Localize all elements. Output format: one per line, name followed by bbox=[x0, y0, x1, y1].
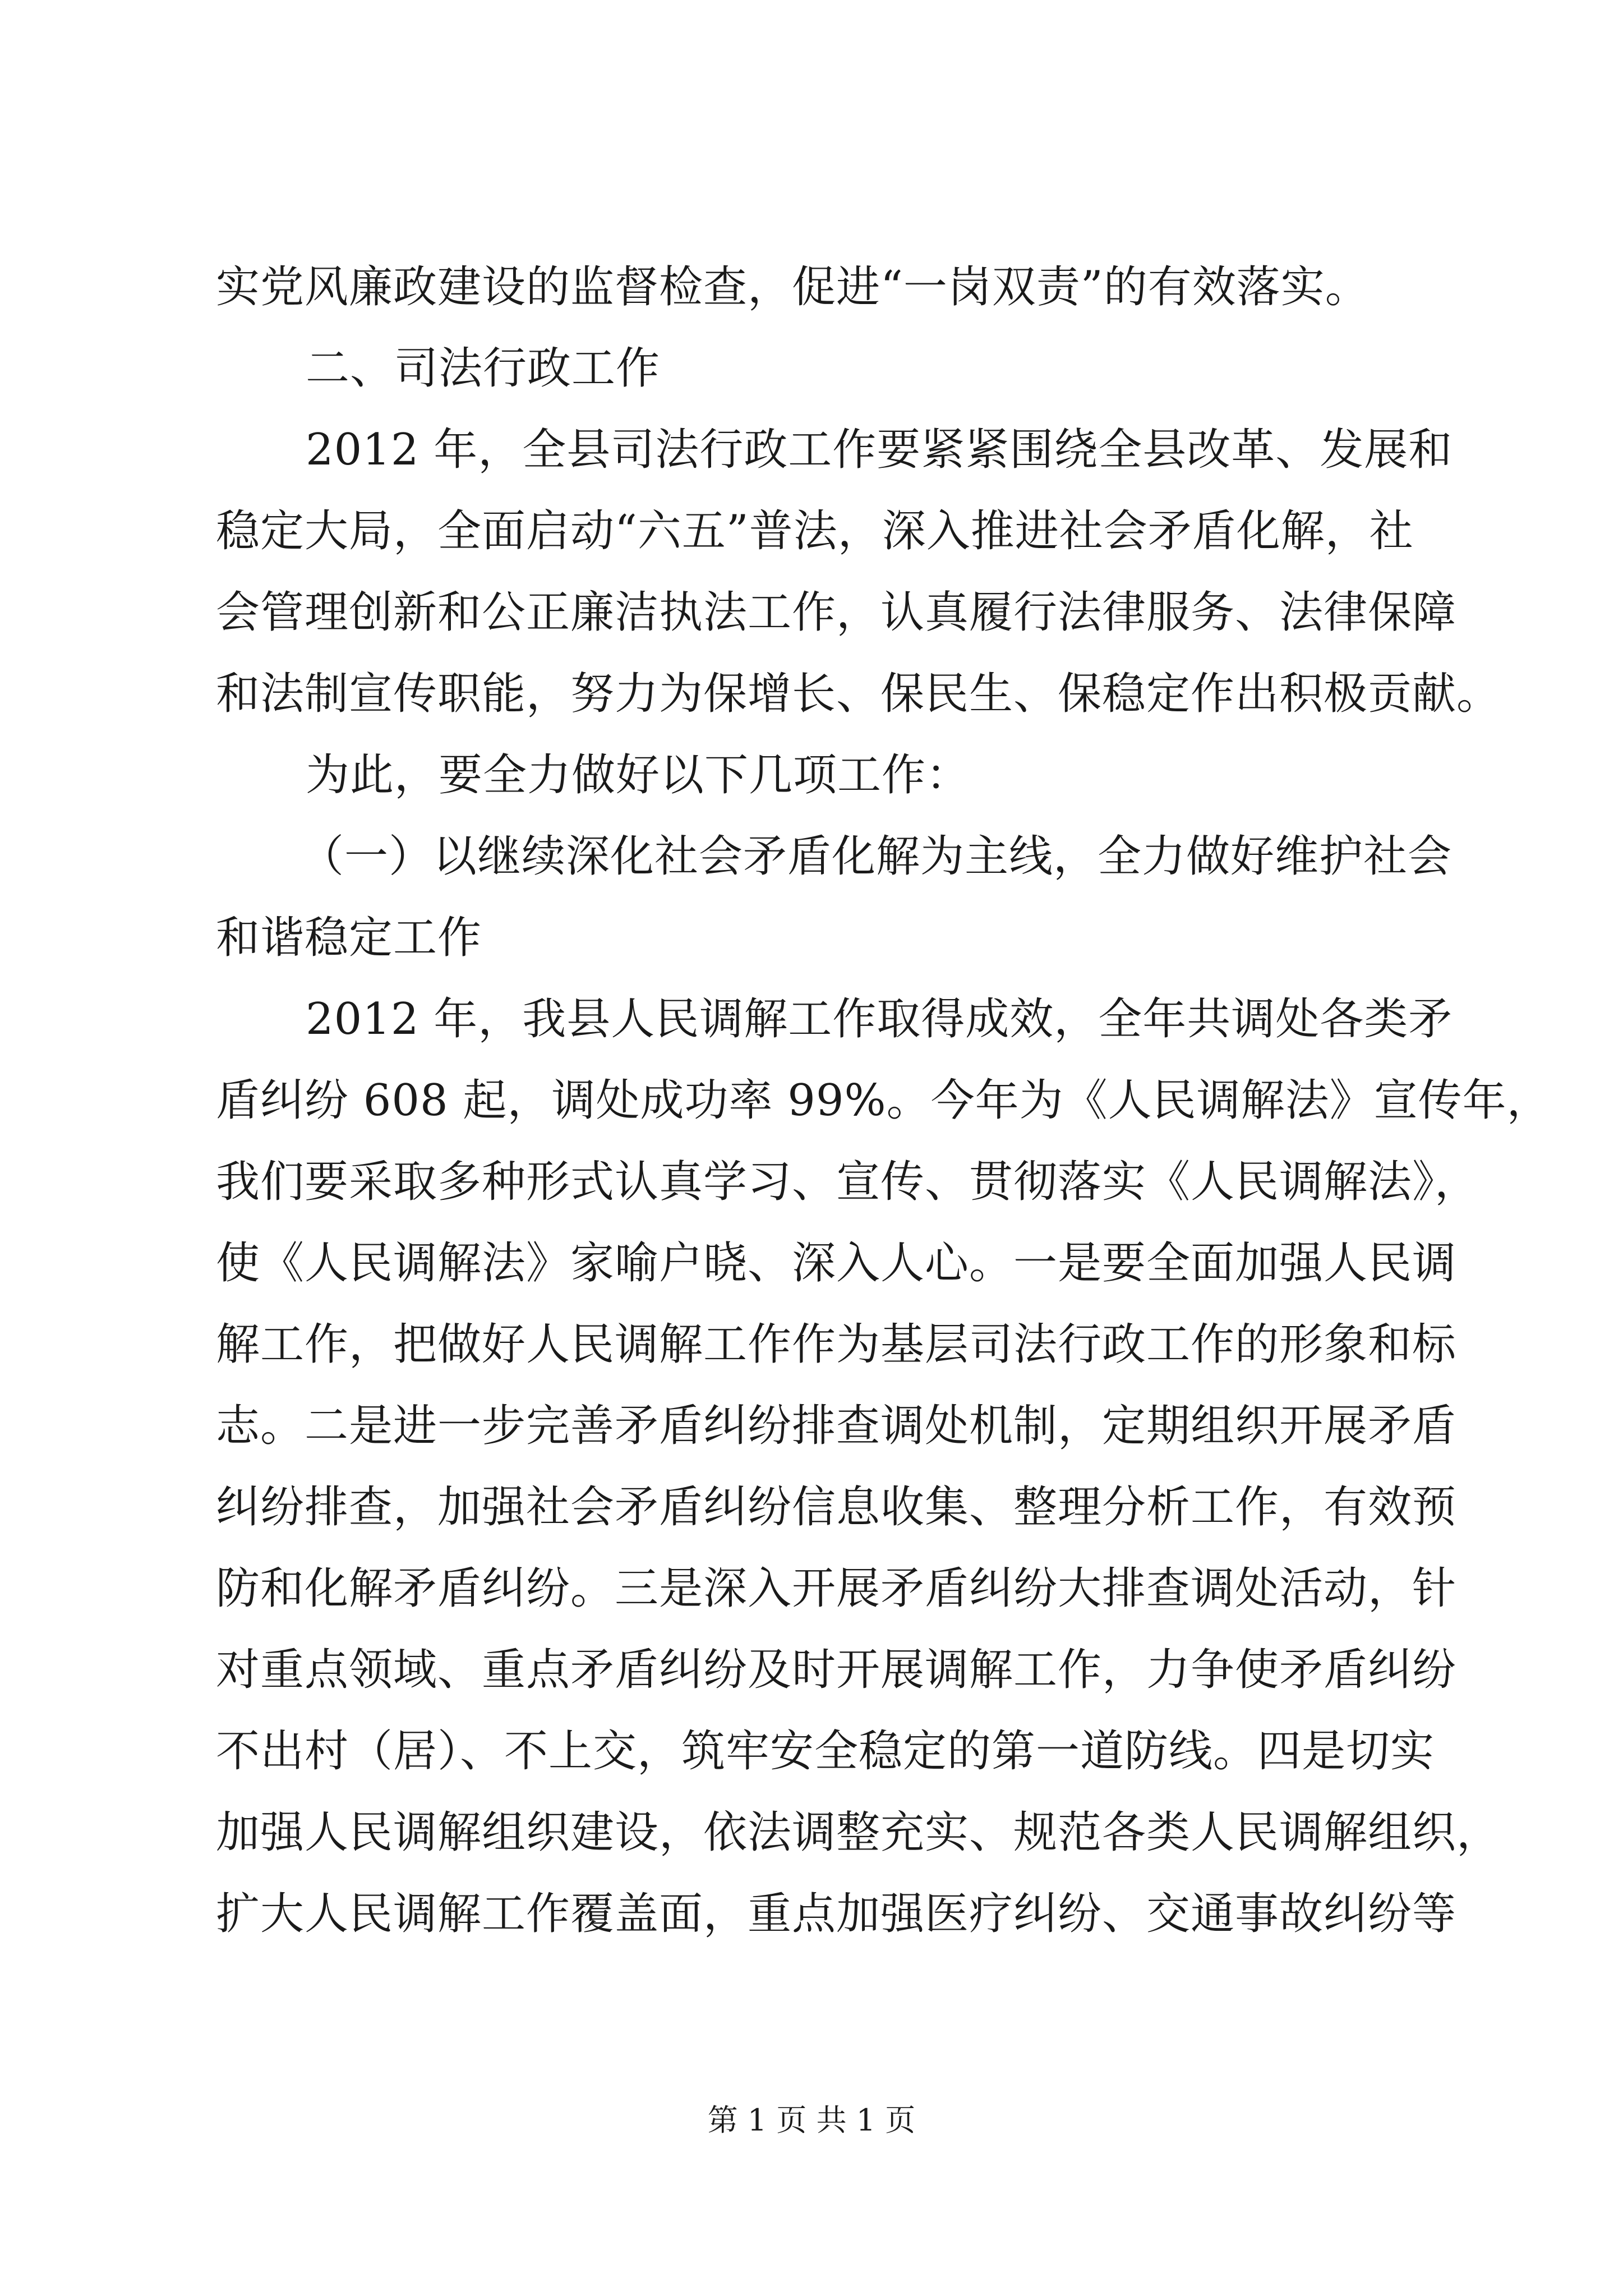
text-line: 加强人民调解组织建设，依法调整充实、规范各类人民调解组织， bbox=[216, 1807, 1501, 1858]
page-footer: 第 1 页 共 1 页 bbox=[707, 2102, 916, 2138]
text-line: 2012 年，全县司法行政工作要紧紧围绕全县改革、发展和 bbox=[306, 425, 1453, 475]
text-line: 扩大人民调解工作覆盖面，重点加强医疗纠纷、交通事故纠纷等 bbox=[216, 1889, 1457, 1939]
text-line: 志。二是进一步完善矛盾纠纷排查调处机制，定期组织开展矛盾 bbox=[216, 1401, 1457, 1451]
text-line: 会管理创新和公正廉洁执法工作，认真履行法律服务、法律保障 bbox=[216, 587, 1457, 638]
text-line: 和法制宣传职能，努力为保增长、保民生、保稳定作出积极贡献。 bbox=[216, 669, 1501, 719]
subsection-heading-continued: 和谐稳定工作 bbox=[216, 913, 482, 963]
text-line: 盾纠纷 608 起，调处成功率 99%。今年为《人民调解法》宣传年， bbox=[216, 1075, 1551, 1126]
section-heading: 二、司法行政工作 bbox=[306, 343, 661, 394]
subsection-heading: （一）以继续深化社会矛盾化解为主线，全力做好维护社会 bbox=[300, 831, 1453, 882]
text-line: 2012 年，我县人民调解工作取得成效，全年共调处各类矛 bbox=[306, 994, 1453, 1045]
text-line: 不出村（居）、不上交，筑牢安全稳定的第一道防线。四是切实 bbox=[216, 1726, 1435, 1777]
text-line: 对重点领域、重点矛盾纠纷及时开展调解工作，力争使矛盾纠纷 bbox=[216, 1645, 1457, 1695]
text-line: 使《人民调解法》家喻户晓、深入人心。一是要全面加强人民调 bbox=[216, 1238, 1457, 1289]
text-line: 稳定大局，全面启动“六五”普法，深入推进社会矛盾化解，社 bbox=[216, 506, 1414, 556]
text-line: 我们要采取多种形式认真学习、宣传、贯彻落实《人民调解法》， bbox=[216, 1157, 1479, 1207]
document-body bbox=[216, 247, 1551, 1955]
text-line: 实党风廉政建设的监督检查，促进“一岗双责”的有效落实。 bbox=[216, 262, 1370, 312]
text-line: 解工作，把做好人民调解工作作为基层司法行政工作的形象和标 bbox=[216, 1319, 1457, 1370]
text-line: 为此，要全力做好以下几项工作： bbox=[306, 750, 971, 800]
text-line: 防和化解矛盾纠纷。三是深入开展矛盾纠纷大排查调处活动，针 bbox=[216, 1563, 1457, 1614]
text-line: 纠纷排查，加强社会矛盾纠纷信息收集、整理分析工作，有效预 bbox=[216, 1482, 1457, 1533]
